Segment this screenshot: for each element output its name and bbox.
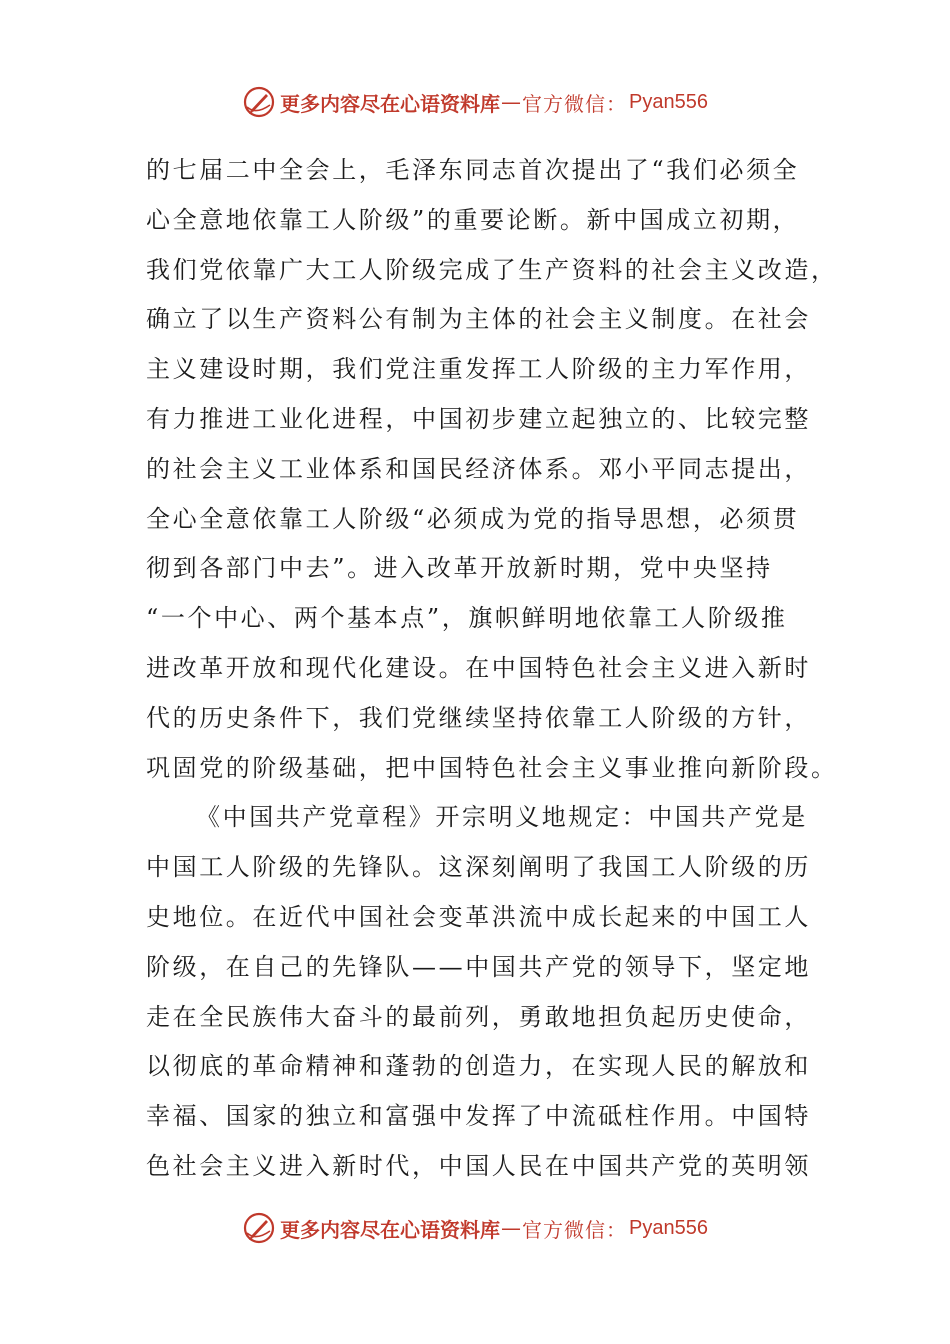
watermark-wechat-id: Pyan556 — [629, 90, 708, 113]
pen-circle-logo-icon — [242, 85, 276, 119]
text-line: 以彻底的革命精神和蓬勃的创造力，在实现人民的解放和 — [146, 1052, 811, 1081]
text-line: 全心全意依靠工人阶级“必须成为党的指导思想，必须贯 — [146, 504, 800, 533]
text-line: 确立了以生产资料公有制为主体的社会主义制度。在社会 — [146, 305, 811, 334]
text-line: 彻到各部门中去”。进入改革开放新时期，党中央坚持 — [146, 554, 773, 583]
text-line: 走在全民族伟大奋斗的最前列，勇敢地担负起历史使命， — [146, 1002, 811, 1031]
footer-watermark — [0, 1208, 950, 1248]
watermark-text: 更多内容尽在心语资料库 — [280, 1217, 501, 1242]
text-line: 有力推进工业化进程，中国初步建立起独立的、比较完整 — [146, 404, 811, 433]
text-line: 色社会主义进入新时代，中国人民在中国共产党的英明领 — [146, 1151, 811, 1180]
text-line: 史地位。在近代中国社会变革洪流中成长起来的中国工人 — [146, 902, 811, 931]
watermark-dash: — — [501, 1216, 522, 1240]
paragraph-start-line: 《中国共产党章程》开宗明义地规定：中国共产党是 — [196, 803, 808, 832]
text-line: 中国工人阶级的先锋队。这深刻阐明了我国工人阶级的历 — [146, 853, 811, 882]
watermark-official-label: 官方微信： — [522, 91, 628, 116]
watermark-dash: — — [501, 90, 522, 114]
document-body — [146, 146, 838, 1192]
text-line: 我们党依靠广大工人阶级完成了生产资料的社会主义改造， — [146, 255, 838, 284]
text-line: 阶级，在自己的先锋队——中国共产党的领导下，坚定地 — [146, 952, 811, 981]
watermark-wechat-id: Pyan556 — [629, 1216, 708, 1239]
text-line: “一个中心、两个基本点”，旗帜鲜明地依靠工人阶级推 — [146, 604, 788, 633]
watermark-official-label: 官方微信： — [522, 1217, 628, 1242]
pen-circle-logo-icon — [242, 1211, 276, 1245]
text-line: 的社会主义工业体系和国民经济体系。邓小平同志提出， — [146, 454, 811, 483]
text-line: 心全意地依靠工人阶级”的重要论断。新中国成立初期， — [146, 205, 800, 234]
text-line: 主义建设时期，我们党注重发挥工人阶级的主力军作用， — [146, 355, 811, 384]
text-line: 巩固党的阶级基础，把中国特色社会主义事业推向新阶段。 — [146, 753, 838, 782]
watermark-text: 更多内容尽在心语资料库 — [280, 91, 501, 116]
header-watermark — [0, 82, 950, 122]
text-line: 进改革开放和现代化建设。在中国特色社会主义进入新时 — [146, 653, 811, 682]
text-line: 的七届二中全会上，毛泽东同志首次提出了“我们必须全 — [146, 156, 800, 184]
text-line: 代的历史条件下，我们党继续坚持依靠工人阶级的方针， — [146, 703, 811, 732]
text-line: 幸福、国家的独立和富强中发挥了中流砥柱作用。中国特 — [146, 1102, 811, 1131]
